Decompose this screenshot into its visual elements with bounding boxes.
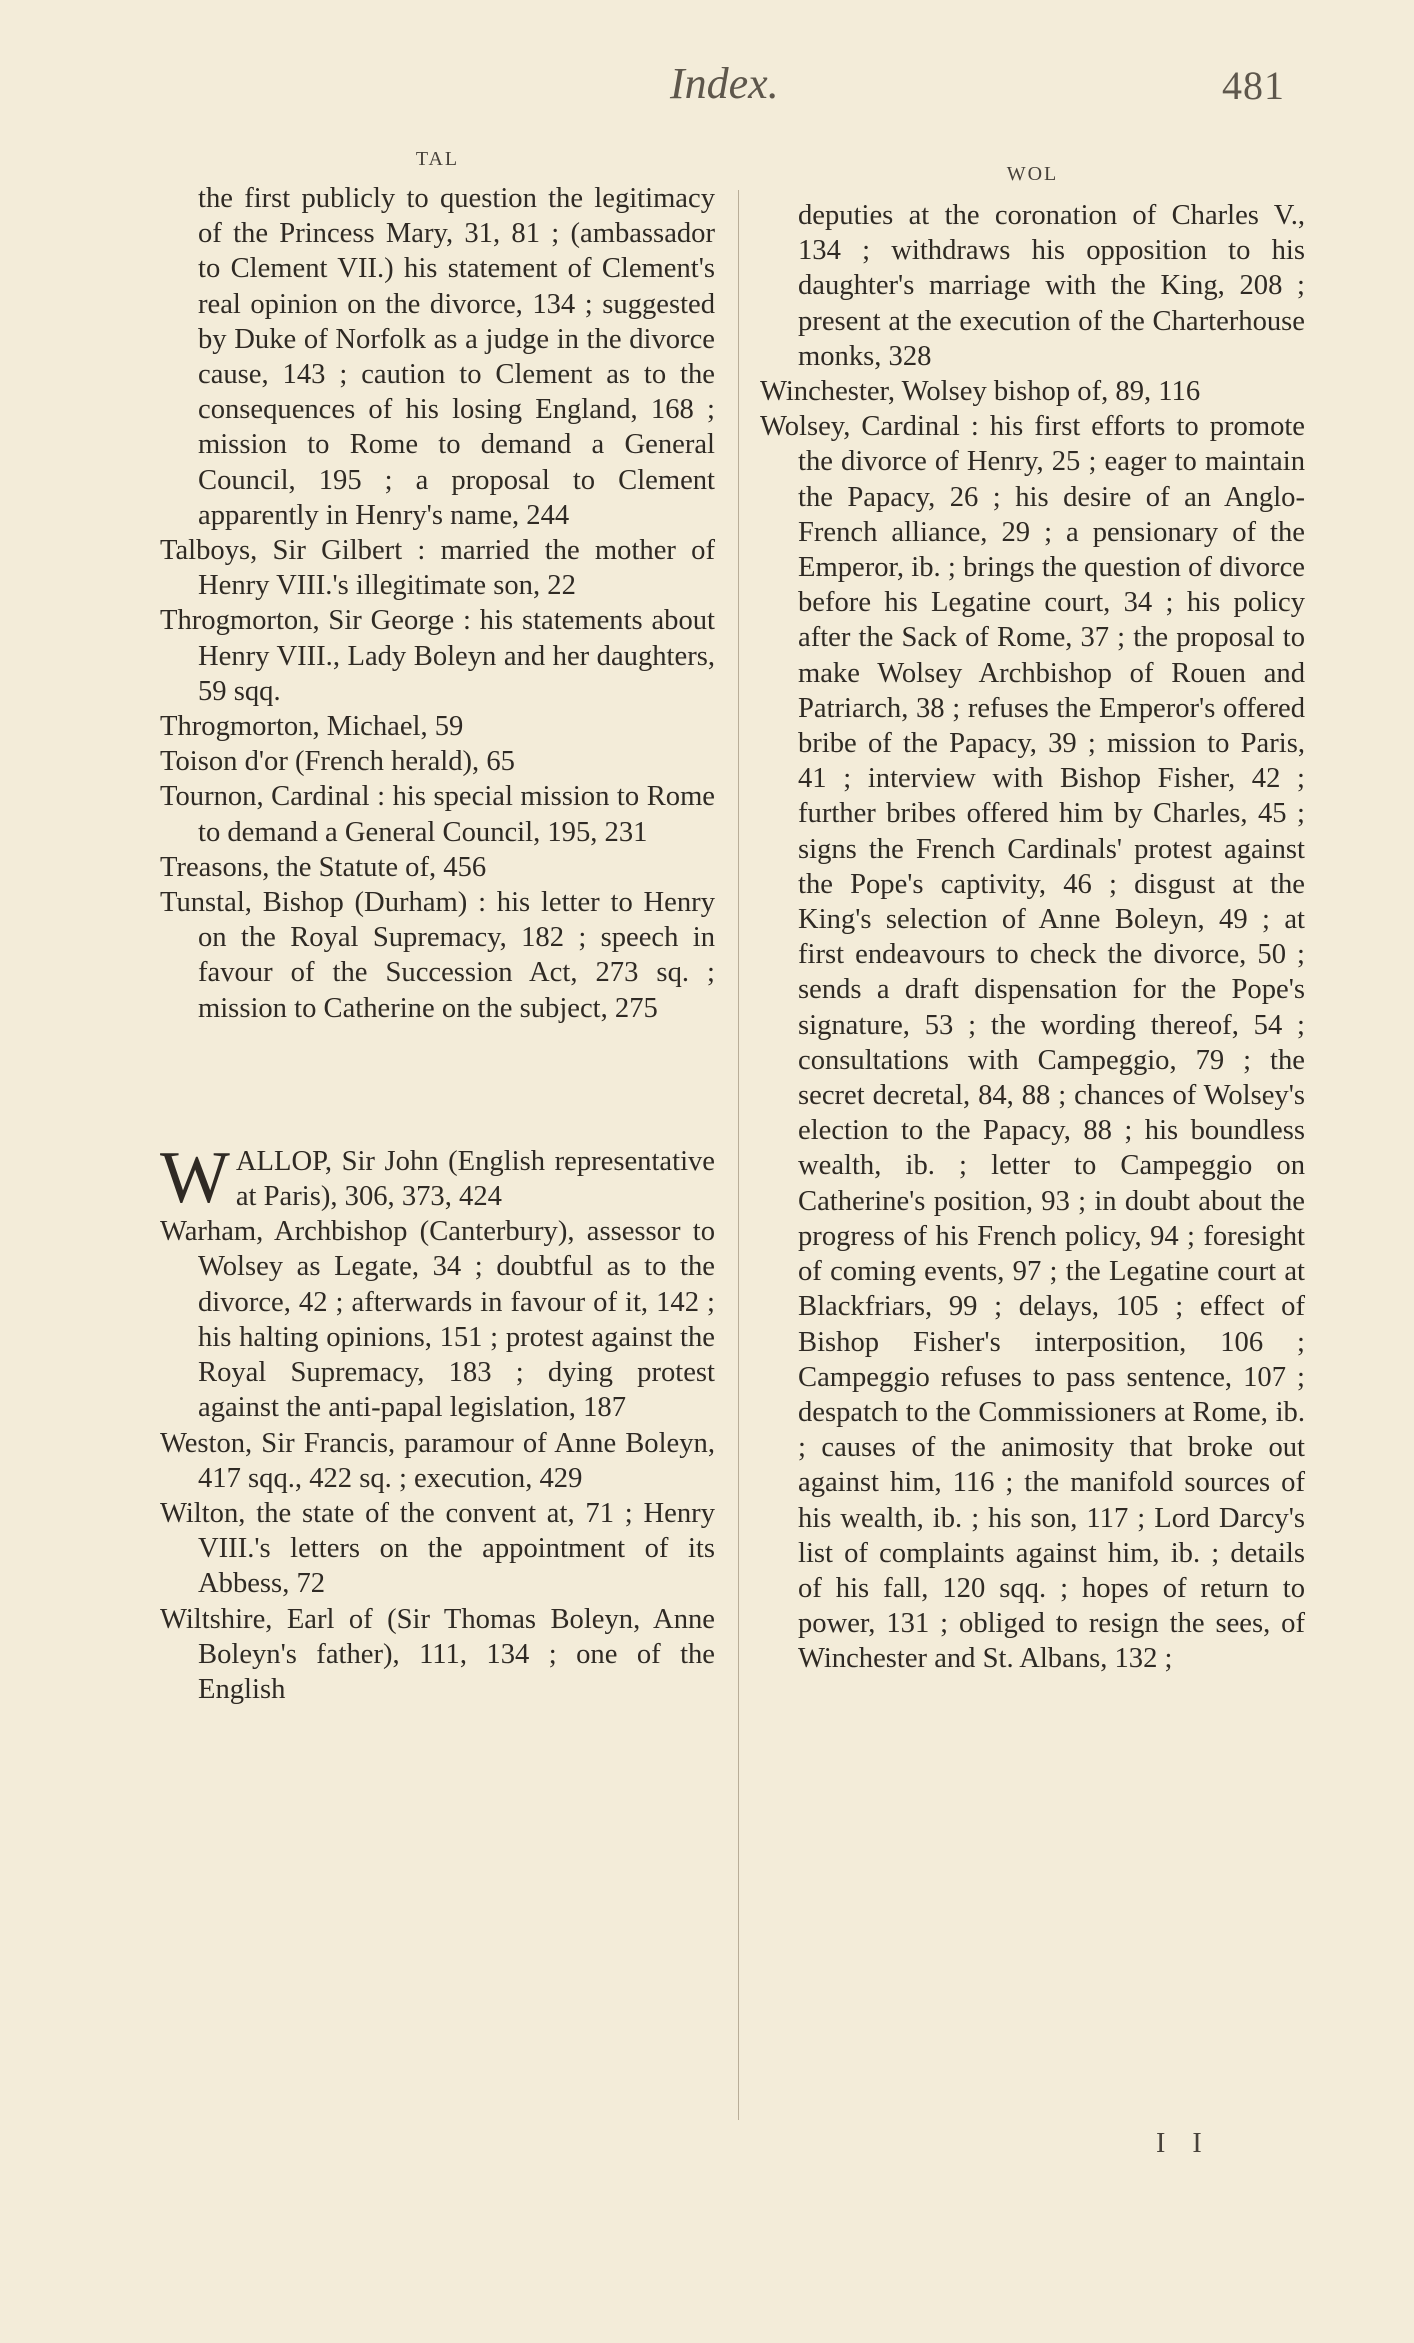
index-entry: Throgmorton, Sir George : his statements about Henry VIII., Lady Boleyn and her daughters, 59 sqq. xyxy=(160,605,715,707)
index-entry: Treasons, the Statute of, 456 xyxy=(160,851,487,883)
index-entry: Throgmorton, Michael, 59 xyxy=(160,711,464,743)
index-entry: Tournon, Cardinal : his special mission to Rome to demand a General Council, 195, 231 xyxy=(160,781,715,848)
index-entry: Wiltshire, Earl of (Sir Thomas Boleyn, Anne Boleyn's father), 111, 134 ; one of the English xyxy=(160,1603,715,1705)
guide-word-left: TAL xyxy=(415,148,460,170)
index-entry: Winchester, Wolsey bishop of, 89, 116 xyxy=(760,376,1201,408)
section-w xyxy=(160,1136,715,1707)
index-entry: Talboys, Sir Gilbert : married the mother of Henry VIII.'s illegitimate son, 22 xyxy=(160,535,715,602)
index-entry: Wolsey, Cardinal : his first efforts to promote the divorce of Henry, 25 ; eager to maintain the Papacy, 26 ; his desire of an Anglo-French alliance, 29 ; a pensionary of the Emperor, ib. ; brings the question of divorce before his Legatine court, 34 ; his policy after the Sack of Rome, 37 ; the proposal to make Wolsey Archbishop of Rouen and Patriarch, 38 ; refuses the Emperor's offered bribe of the Papacy, 39 ; mission to Paris, 41 ; interview with Bishop Fisher, 42 ; further bribes offered him by Charles, 45 ; signs the French Cardinals' protest against the Pope's captivity, 46 ; disgust at the King's selection of Anne Boleyn, 49 ; at first endeavours to check the divorce, 50 ; sends a draft dispensation for the Pope's signature, 53 ; the wording thereof, 54 ; consultations with Campeggio, 79 ; the secret decretal, 84, 88 ; chances of Wolsey's election to the Papacy, 88 ; his boundless wealth, ib. ; letter to Campeggio on Catherine's position, 93 ; in doubt about the progress of his French policy, 94 ; foresight of coming events, 97 ; the Legatine court at Blackfriars, 99 ; delays, 105 ; effect of Bishop Fisher's interposition, 106 ; Campeggio refuses to pass sentence, 107 ; despatch to the Commissioners at Rome, ib. ; causes of the animosity that broke out against him, 116 ; the manifold sources of his wealth, ib. ; his son, 117 ; Lord Darcy's list of complaints against him, ib. ; details of his fall, 120 sqq. ; hopes of return to power, 131 ; obliged to resign the sees, of Winchester and St. Albans, 132 ; xyxy=(760,411,1305,1675)
drop-cap-letter: W xyxy=(160,1136,230,1219)
index-entry: Tunstal, Bishop (Durham) : his letter to Henry on the Royal Supremacy, 182 ; speech in favour of the Succession Act, 273 sq. ; mission to Catherine on the subject, 275 xyxy=(160,887,715,1024)
index-entry-wallop xyxy=(160,1136,715,1219)
index-entry: Weston, Sir Francis, paramour of Anne Boleyn, 417 sqq., 422 sq. ; execution, 429 xyxy=(160,1427,715,1494)
right-column xyxy=(760,160,1305,1677)
left-column xyxy=(160,145,715,1707)
continued-entry: deputies at the coronation of Charles V., 134 ; withdraws his opposition to his daughter's marriage with the King, 208 ; present at the execution of the Charterhouse monks, 328 xyxy=(798,200,1305,372)
index-entry: Wilton, the state of the convent at, 71 ; Henry VIII.'s letters on the appointment of its Abbess, 72 xyxy=(160,1497,715,1600)
drop-cap-entry-text: ALLOP, Sir John (English representative at Paris), 306, 373, 424 xyxy=(235,1145,715,1213)
page-number: 481 xyxy=(1222,63,1285,108)
running-title: Index. xyxy=(670,59,779,108)
column-divider xyxy=(738,190,739,2120)
index-entry: Warham, Archbishop (Canterbury), assessor to Wolsey as Legate, 34 ; doubtful as to the divorce, 42 ; afterwards in favour of it, 142 ; his halting opinions, 151 ; protest against the Royal Supremacy, 183 ; dying protest against the anti-papal legislation, 187 xyxy=(160,1216,715,1424)
guide-word-right: WOL xyxy=(1006,163,1059,185)
index-entry: Toison d'or (French herald), 65 xyxy=(160,746,515,778)
signature-mark: I I xyxy=(1156,2128,1212,2159)
continued-entry: the first publicly to question the legitimacy of the Princess Mary, 31, 81 ; (ambassador to Clement VII.) his statement of Clement's real opinion on the divorce, 134 ; suggested by Duke of Norfolk as a judge in the divorce cause, 143 ; caution to Clement as to the consequences of his losing England, 168 ; mission to Rome to demand a General Council, 195 ; a proposal to Clement apparently in Henry's name, 244 xyxy=(198,183,715,531)
